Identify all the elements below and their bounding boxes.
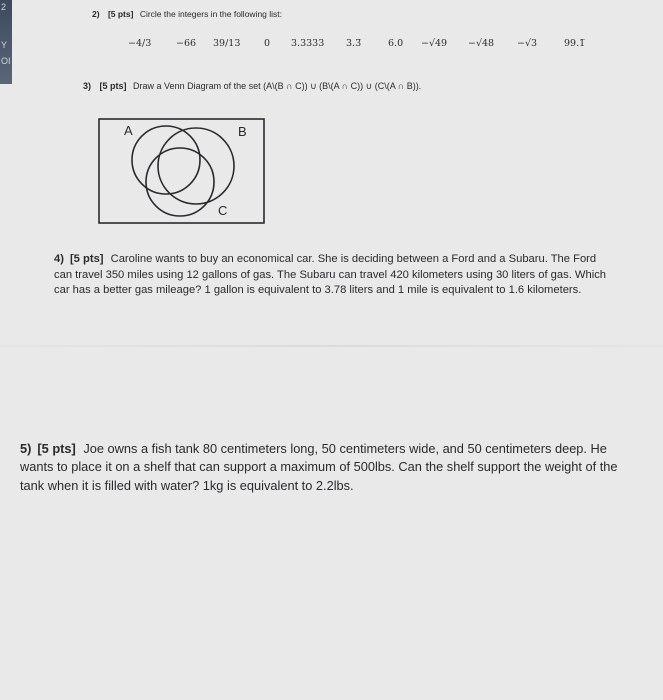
question-points: [5 pts] — [99, 81, 127, 91]
list-item: 99.1̅ — [564, 38, 586, 49]
question-3 — [83, 80, 421, 92]
list-item: 3.3333 — [291, 38, 325, 49]
question-number: 3) — [83, 81, 92, 91]
venn-circle-c — [146, 148, 214, 216]
question-number: 5) — [20, 441, 32, 456]
list-item: 3.3̅ — [346, 38, 362, 49]
question-points: [5 pts] — [107, 9, 134, 19]
question-2 — [92, 9, 282, 21]
question-prompt: Circle the integers in the following list: — [139, 9, 283, 19]
list-item: 39/13 — [213, 38, 241, 49]
venn-diagram — [98, 118, 266, 226]
venn-label-c: C — [218, 203, 228, 218]
question-points: [5 pts] — [69, 253, 104, 265]
question-5 — [20, 440, 635, 495]
question-points: [5 pts] — [37, 441, 76, 456]
venn-label-b: B — [238, 124, 247, 139]
question-text: Joe owns a fish tank 80 centimeters long, 50 centimeters wide, and 50 centimeters deep. He wants to place it on a shelf that can support a maximum of 500lbs. Can the shelf support the weight of the tank when it is filled with water? 1kg is equivalent to 2.2lbs. — [20, 441, 618, 493]
edge-glyph: OI — [1, 56, 11, 66]
photo-fold-line — [0, 345, 663, 347]
list-item: 0 — [264, 38, 271, 49]
list-item: −√48 — [468, 38, 495, 49]
question-number: 2) — [92, 9, 100, 19]
venn-label-a: A — [124, 123, 133, 138]
list-item: −4/3 — [128, 38, 152, 49]
question-number: 4) — [54, 253, 64, 265]
list-item: −√49 — [421, 38, 448, 49]
edge-glyph: 2 — [1, 2, 7, 12]
venn-circle-a — [132, 126, 200, 194]
list-item: 6.0 — [388, 38, 404, 49]
list-item: −66 — [176, 38, 197, 49]
question-text: Caroline wants to buy an economical car. She is deciding between a Ford and a Subaru. The Ford can travel 350 miles using 12 gallons of gas. The Subaru can travel 420 kilometers using 30 liters of gas. Which car has a better gas mileage? 1 gallon is equivalent to 3.78 liters and 1 mile is equivalent to 1.6 kilometers. — [54, 253, 607, 297]
edge-glyph: Y — [1, 40, 8, 50]
question-4 — [54, 252, 614, 299]
number-list — [0, 38, 663, 56]
list-item: −√3 — [517, 38, 538, 49]
venn-circle-b — [158, 128, 234, 204]
question-prompt: Draw a Venn Diagram of the set (A\(B ∩ C)) ∪ (B\(A ∩ C)) ∪ (C\(A ∩ B)). — [133, 81, 422, 91]
